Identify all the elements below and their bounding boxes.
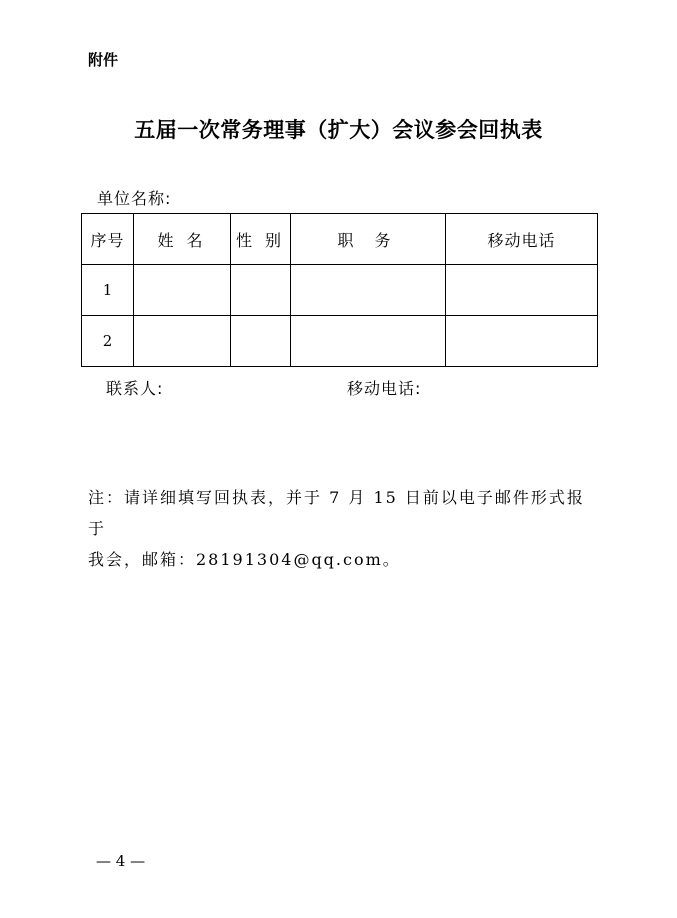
- unit-name-label: 单位名称:: [97, 189, 172, 208]
- mobile-cell[interactable]: [446, 316, 598, 367]
- contact-person-label: 联系人:: [106, 379, 164, 398]
- note-line-1: 注：请详细填写回执表，并于 7 月 15 日前以电子邮件形式报于: [88, 488, 585, 538]
- mobile-phone-label: 移动电话:: [347, 379, 422, 398]
- name-cell[interactable]: [134, 265, 231, 316]
- gender-cell[interactable]: [231, 316, 291, 367]
- table-header-row: [82, 214, 598, 265]
- table-row: [82, 265, 598, 316]
- receipt-table: [81, 213, 598, 367]
- page-number: — 4 —: [96, 852, 146, 870]
- page-title: 五届一次常务理事（扩大）会议参会回执表: [134, 117, 543, 142]
- header-index: 序号: [82, 214, 134, 265]
- table-row: [82, 316, 598, 367]
- mobile-cell[interactable]: [446, 265, 598, 316]
- header-mobile: 移动电话: [446, 214, 598, 265]
- position-cell[interactable]: [291, 316, 446, 367]
- attachment-label: 附件: [88, 51, 119, 69]
- note-line-2: 我会，邮箱：28191304@qq.com。: [88, 550, 401, 569]
- header-name: 姓 名: [134, 214, 231, 265]
- row-index-cell: 2: [82, 316, 134, 367]
- header-gender: 性 别: [231, 214, 291, 265]
- position-cell[interactable]: [291, 265, 446, 316]
- note-paragraph: [88, 482, 598, 575]
- gender-cell[interactable]: [231, 265, 291, 316]
- name-cell[interactable]: [134, 316, 231, 367]
- row-index-cell: 1: [82, 265, 134, 316]
- header-position: 职 务: [291, 214, 446, 265]
